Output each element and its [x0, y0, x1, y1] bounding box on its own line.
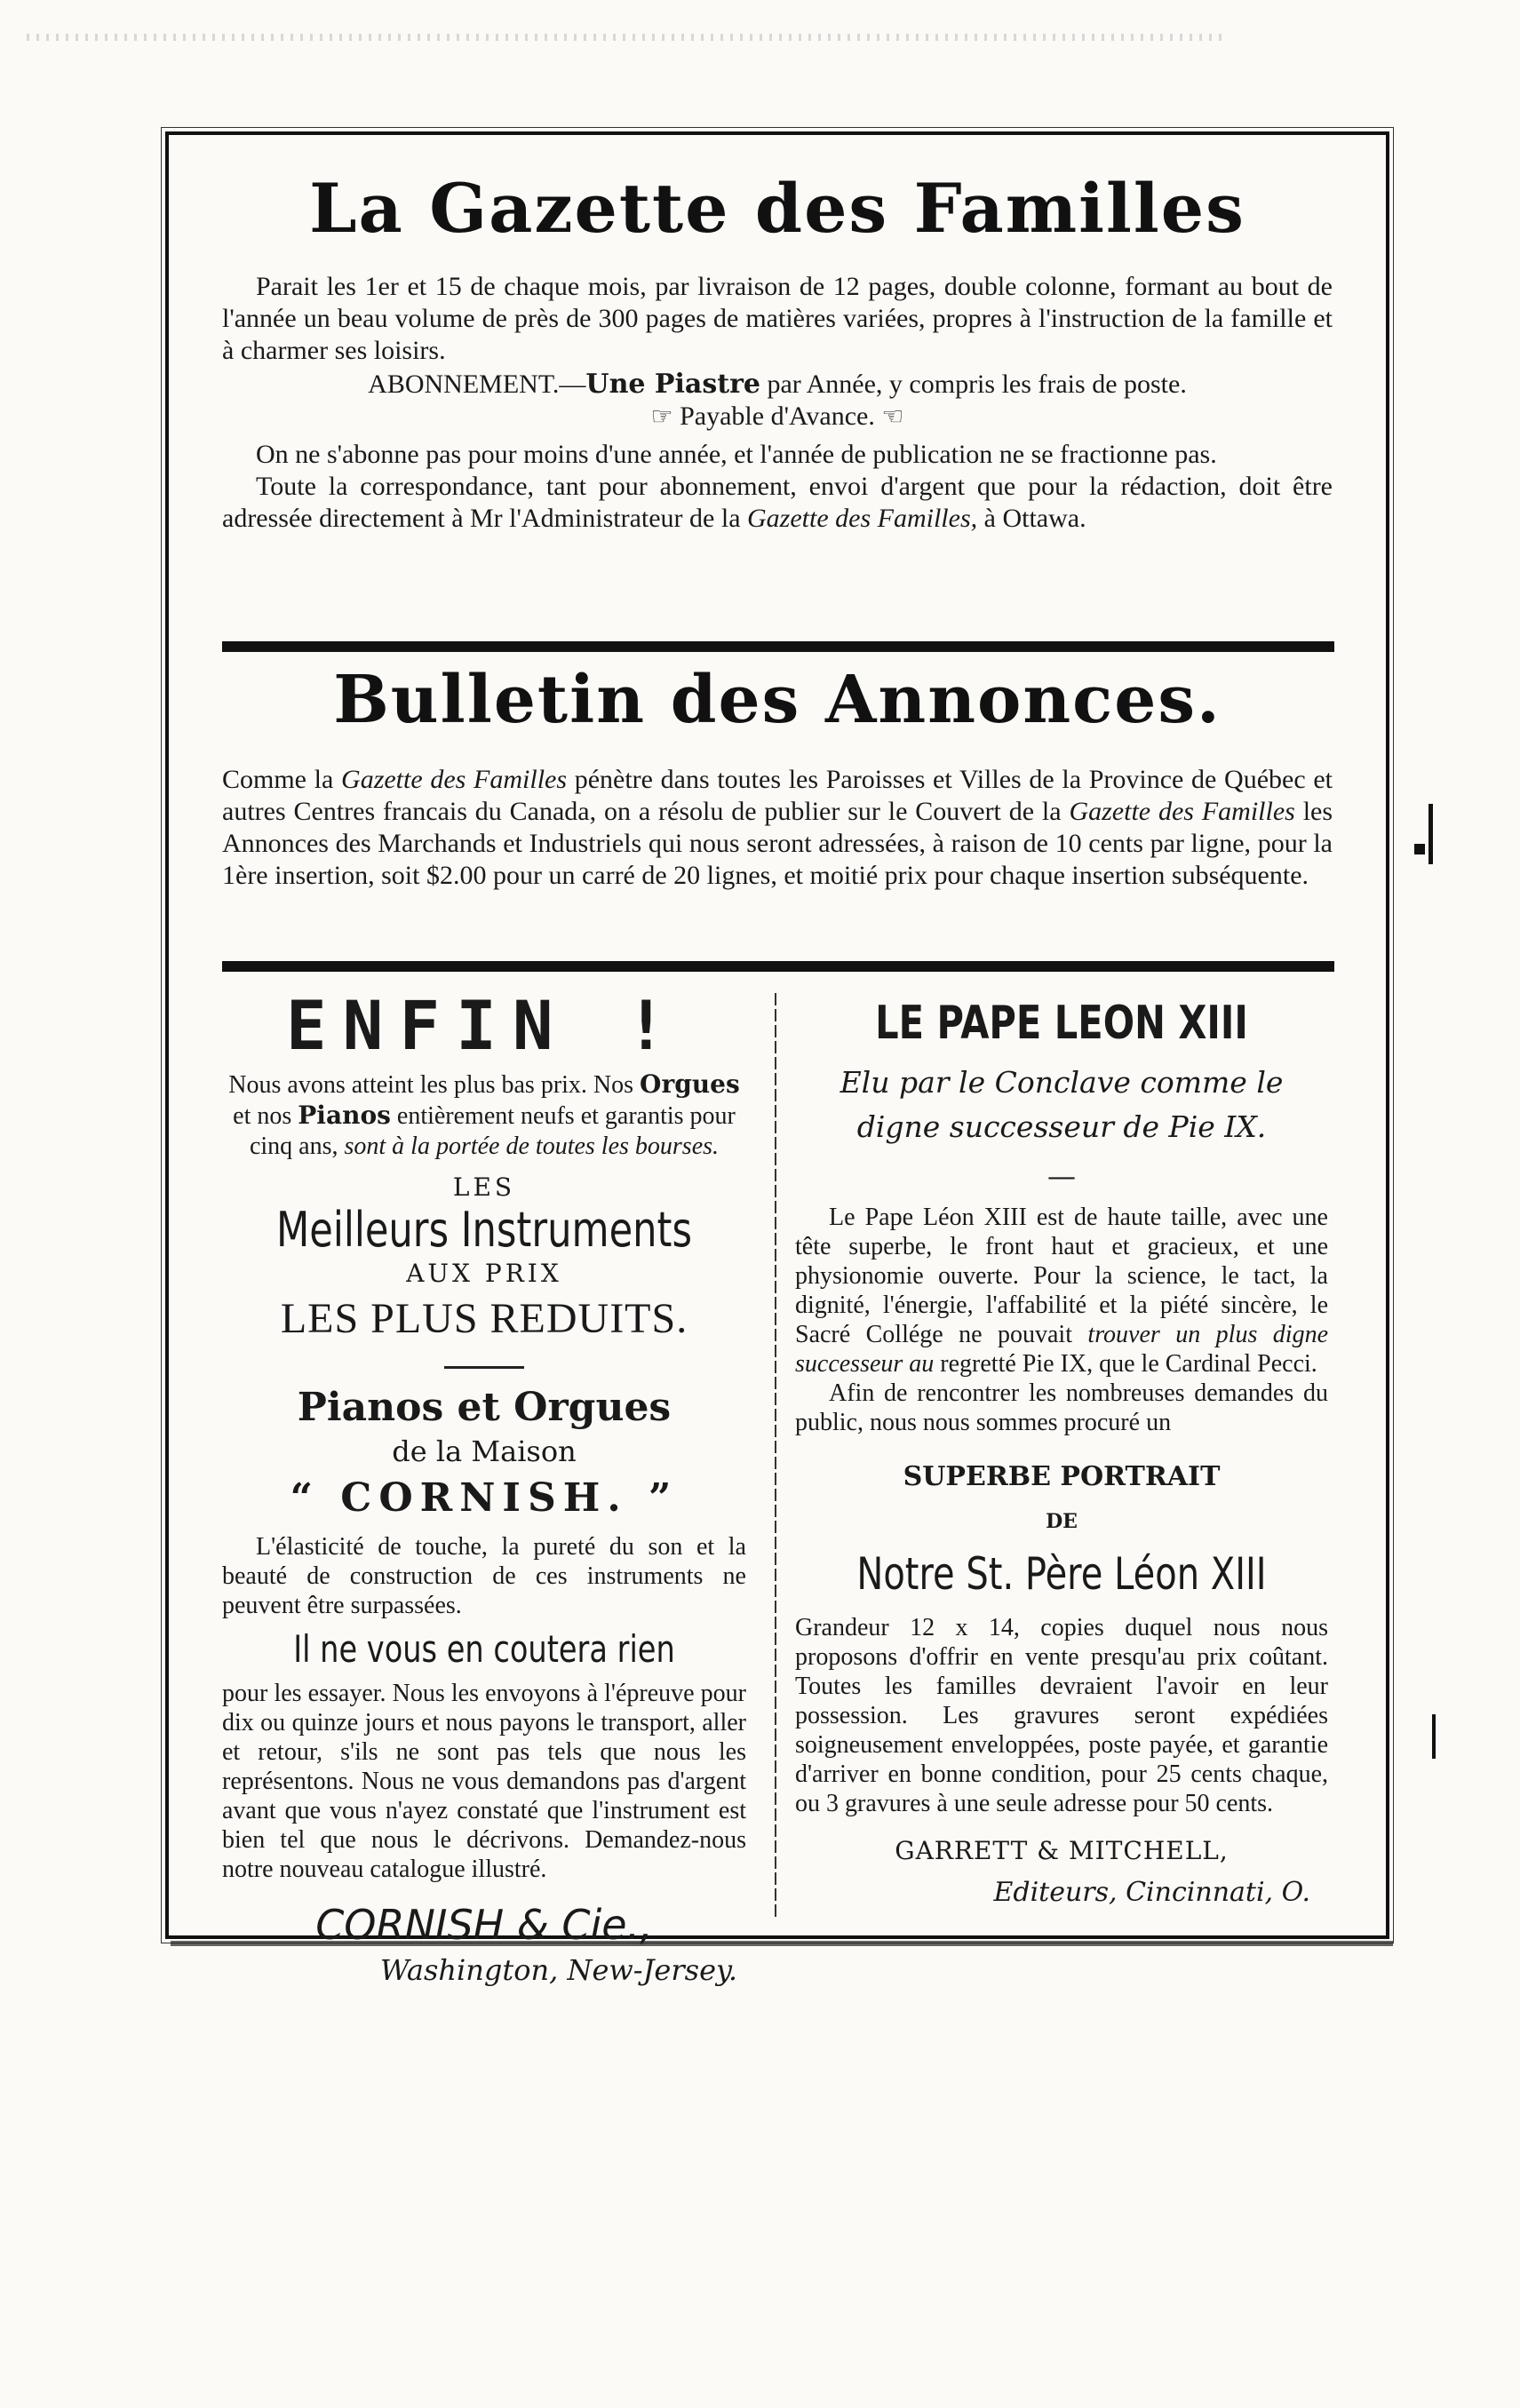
payable-line [222, 401, 1333, 433]
cornish-location: Washington, New-Jersey. [379, 1953, 737, 1987]
superbe-portrait: SUPERBE PORTRAIT [903, 1461, 1221, 1492]
meilleurs-instruments: Meilleurs Instruments [275, 1202, 692, 1258]
pape-body-italic: trouver un plus digne successeur au [795, 1321, 1328, 1378]
correspondence-post: à Ottawa. [983, 504, 1086, 533]
section-rule-1 [222, 641, 1334, 648]
gazette-title: La Gazette des Familles [309, 169, 1245, 248]
left-short-rule [444, 1366, 524, 1369]
pointing-hand-left-icon: ☜ [881, 403, 904, 431]
correspondence-gazette: Gazette des Familles, [747, 504, 978, 533]
bulletin-italic-2: Gazette des Familles [1069, 797, 1295, 826]
gazette-info [222, 271, 1333, 535]
margin-mark-1 [1428, 804, 1433, 864]
intro-italic: sont à la portée de toutes les bourses. [344, 1132, 720, 1160]
enfin-headline: ENFIN ! [285, 986, 683, 1065]
correspondence-note [222, 471, 1333, 535]
intro-part-3: entièrement neufs et garantis pour cinq ans, [249, 1102, 736, 1160]
pape-body-pre: Le Pape Léon XIII est de haute taille, avec une tête superbe, le front haut et gracieux, et une physionomie ouverte. Pour la science, le tact, la dignité, l'énergie, l'affabilité et la piété sincère, le Sacré Collége ne pouvait [795, 1204, 1328, 1348]
bulletin-section [222, 662, 1333, 738]
de-la-maison: de la Maison [392, 1434, 577, 1468]
gazette-header [222, 169, 1333, 248]
pape-dash: — [1047, 1159, 1076, 1193]
pape-subtitle-2: digne successeur de Pie IX. [856, 1109, 1267, 1144]
les-label: LES [452, 1172, 516, 1202]
plus-reduits: LES PLUS REDUITS. [280, 1295, 688, 1342]
abonnement-label: ABONNEMENT.— [368, 370, 586, 399]
intro-part-2: et nos [233, 1102, 292, 1130]
orgues-word: Orgues [640, 1069, 740, 1099]
cornish-ad [222, 986, 746, 1987]
scan-noise [27, 34, 1226, 41]
abonnement-price: Une Piastre [585, 369, 760, 400]
pianos-word: Pianos [298, 1101, 391, 1130]
publisher-name: GARRETT & MITCHELL, [895, 1836, 1229, 1865]
pape-description [795, 1203, 1328, 1379]
pape-ad [795, 986, 1328, 1908]
pape-body-post: regretté Pie IX, que le Cardinal Pecci. [940, 1350, 1317, 1378]
pointing-hand-right-icon: ☞ [650, 403, 673, 431]
abonnement-rest: par Année, y compris les frais de poste. [767, 370, 1187, 399]
margin-mark-3 [1432, 1714, 1436, 1759]
section-rule-2 [222, 961, 1334, 967]
pape-demande: Afin de rencontrer les nombreuses demandes du public, nous nous sommes procuré un [795, 1379, 1328, 1436]
bulletin-post: les Annonces des Marchands et Industriels qui nous seront adressées, à raison de 10 cents par ligne, pour la 1ère insertion, soit $2.00 pour un carré de 20 lignes, et moitié prix pour chaque insertion subséquente. [222, 797, 1333, 890]
cornish-company: CORNISH & Cie., [315, 1901, 653, 1949]
payable-text: Payable d'Avance. [680, 401, 875, 431]
bulletin-pre: Comme la [222, 765, 334, 794]
pape-subtitle-1: Elu par le Conclave comme le [840, 1065, 1284, 1100]
pianos-orgues: Pianos et Orgues [297, 1385, 672, 1430]
pape-headline: LE PAPE LEON XIII [875, 997, 1248, 1050]
gravure-details: Grandeur 12 x 14, copies duquel nous nous proposons d'offrir en vente presqu'au prix coûtant. Toutes les familles devraient l'avoir en leur possession. Les gravures seront expédiées soigneusement enveloppées, poste payée, et garantie d'arriver en bonne condition, pour 25 cents chaque, ou 3 gravures à une seule adresse pour 50 cents. [795, 1614, 1328, 1817]
elasticite-text: L'élasticité de touche, la pureté du son et la beauté de construction de ces instruments ne peuvent être surpassées. [222, 1533, 746, 1619]
essai-text: pour les essayer. Nous les envoyons à l'épreuve pour dix ou quinze jours et nous payons le transport, aller et retour, s'ils ne sont pas tels que nous les représentons. Nous ne vous demandons pas d'argent avant que vous n'ayez constaté que l'instrument est bien tel que nous le décrivons. Demandez-nous notre nouveau catalogue illustré. [222, 1680, 746, 1883]
intro-part-1: Nous avons atteint les plus bas prix. Nos [228, 1071, 634, 1099]
publisher-location: Editeurs, Cincinnati, O. [993, 1877, 1310, 1908]
rien-heading: Il ne vous en coutera rien [293, 1627, 675, 1671]
aux-prix-label: AUX PRIX [406, 1259, 562, 1288]
bulletin-body [222, 764, 1333, 892]
bulletin-text [222, 764, 1333, 892]
abonnement-line [222, 369, 1333, 401]
column-divider [775, 993, 776, 1917]
de-label: DE [1046, 1510, 1078, 1533]
correspondence-pre: Toute la correspondance, tant pour abonnement, envoi d'argent que pour la rédaction, doit être adressée directement à Mr l'Administrateur de la [222, 472, 1333, 533]
cornish-intro [222, 1069, 746, 1162]
notre-st-pere: Notre St. Père Léon XIII [856, 1548, 1267, 1600]
bulletin-italic-1: Gazette des Familles [341, 765, 568, 794]
gazette-intro: Parait les 1er et 15 de chaque mois, par livraison de 12 pages, double colonne, formant au bout de l'année un beau volume de près de 300 pages de matières variées, propres à l'instruction de la famille et à charmer ses loisirs. [222, 272, 1333, 365]
margin-mark-2 [1414, 844, 1425, 854]
abonnement-note: On ne s'abonne pas pour moins d'une année, et l'année de publication ne se fractionne pas. [256, 440, 1217, 469]
bulletin-title: Bulletin des Annonces. [333, 662, 1222, 738]
cornish-name: “ CORNISH. ” [290, 1475, 679, 1521]
bulletin-mid: pénètre dans toutes les Paroisses et Villes de la Province de Québec et autres Centres francais du Canada, on a résolu de publier sur le Couvert de la [222, 765, 1333, 826]
